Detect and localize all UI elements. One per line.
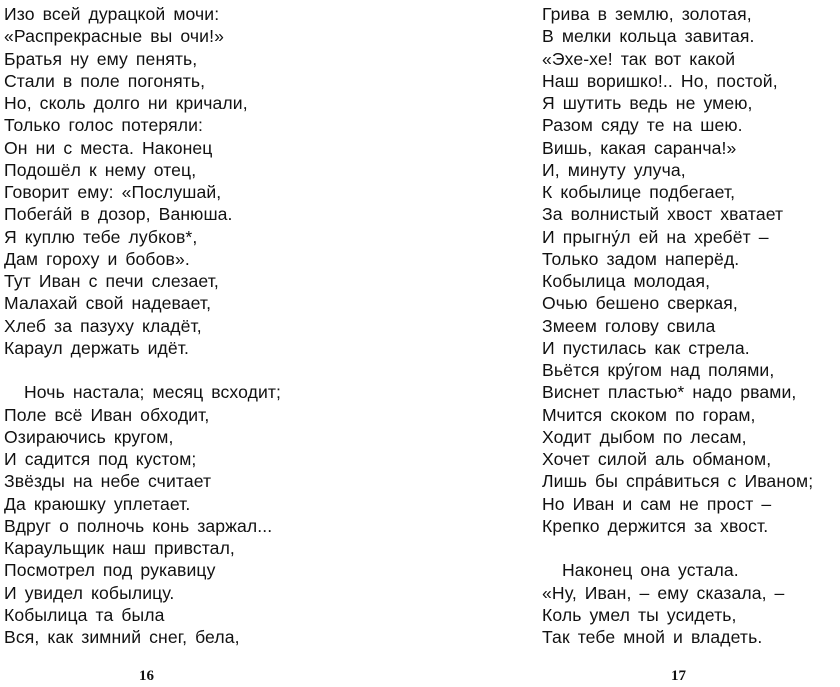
poem-line: Наконец она устала. [562, 560, 739, 581]
stanza-gap [542, 537, 840, 559]
poem-line: Он ни с места. Наконец [4, 137, 213, 158]
poem-line: Коль умел ты усидеть, [542, 604, 737, 625]
poem-line: Кобылица молодая, [542, 271, 711, 291]
poem-line: Крепко держится за хвост. [542, 515, 769, 536]
poem-line: Посмотрел под рукавицу [4, 560, 216, 581]
poem-line: Вишь, какая саранча!» [542, 137, 737, 158]
poem-line: Подошёл к нему отец, [4, 159, 197, 180]
poem-line: И увидел кобылицу. [4, 582, 175, 603]
poem-line: Но, сколь долго ни кричали, [4, 93, 248, 113]
poem-line: Вдруг о полночь конь заржал... [4, 515, 273, 536]
poem-line: Дам гороху и бобов». [4, 248, 190, 269]
poem-line: «Ну, Иван, – ему сказала, – [542, 582, 785, 603]
poem-line: Так тебе мной и владеть. [542, 627, 763, 647]
poem-line: И пустилась как стрела. [542, 337, 750, 358]
poem-line: Вся, как зимний снег, бела, [4, 627, 240, 647]
poem-line: Тут Иван с печи слезает, [4, 271, 219, 291]
poem-line: Говорит ему: «Послушай, [4, 182, 222, 202]
poem-line: Но Иван и сам не прост – [542, 493, 772, 514]
page-number-left: 16 [139, 668, 154, 684]
poem-line: Хлеб за пазуху кладёт, [4, 315, 202, 336]
poem-line: В мелки кольца завитая. [542, 26, 755, 47]
poem-line: Вьётся кру́гом над полями, [542, 360, 775, 380]
poem-line: Поле всё Иван обходит, [4, 404, 210, 425]
stanza-gap [4, 359, 324, 381]
poem-line: За волнистый хвост хватает [542, 204, 784, 225]
poem-line: Звёзды на небе считает [4, 471, 212, 492]
poem-line: Лишь бы спра́виться с Иваном; [542, 471, 814, 492]
poem-line: И садится под кустом; [4, 449, 197, 469]
poem-line: Очью бешено сверкая, [542, 293, 738, 314]
poem-line: Озираючись кругом, [4, 426, 174, 447]
poem-line: Побега́й в дозор, Ванюша. [4, 204, 233, 225]
poem-line: Кобылица та была [4, 604, 165, 625]
poem-line: Малахай свой надевает, [4, 293, 212, 314]
poem-line: Ночь настала; месяц всходит; [24, 382, 282, 403]
poem-line: Грива в землю, золотая, [542, 4, 752, 24]
page-number-right: 17 [671, 668, 686, 684]
poem-line: Только голос потеряли: [4, 115, 203, 136]
left-page [4, 3, 324, 648]
poem-line: Да краюшку уплетает. [4, 493, 191, 514]
poem-line: Я куплю тебе лубков*, [4, 226, 198, 247]
poem-line: Стали в поле погонять, [4, 70, 206, 91]
poem-line: Я шутить ведь не умею, [542, 93, 753, 113]
poem-line: К кобылице подбегает, [542, 182, 736, 202]
poem-line: Наш воришко!.. Но, постой, [542, 70, 778, 91]
poem-line: «Распрекрасные вы очи!» [4, 26, 224, 47]
poem-line: Ходит дыбом по лесам, [542, 426, 747, 447]
poem-line: И прыгну́л ей на хребёт – [542, 226, 769, 247]
poem-line: «Эхе-хе! так вот какой [542, 48, 736, 69]
right-page [542, 3, 840, 648]
poem-line: Изо всей дурацкой мочи: [4, 4, 220, 24]
poem-line: Караульщик наш привстал, [4, 538, 235, 558]
poem-line: И, минуту улуча, [542, 159, 686, 180]
poem-line: Змеем голову свила [542, 315, 716, 336]
poem-line: Братья ну ему пенять, [4, 48, 198, 69]
poem-line: Хочет силой аль обманом, [542, 449, 772, 469]
poem-line: Виснет пластью* надо рвами, [542, 382, 797, 403]
poem-line: Только задом наперёд. [542, 248, 740, 269]
poem-line: Разом сяду те на шею. [542, 115, 743, 136]
poem-line: Мчится скоком по горам, [542, 404, 756, 425]
poem-line: Караул держать идёт. [4, 337, 189, 358]
